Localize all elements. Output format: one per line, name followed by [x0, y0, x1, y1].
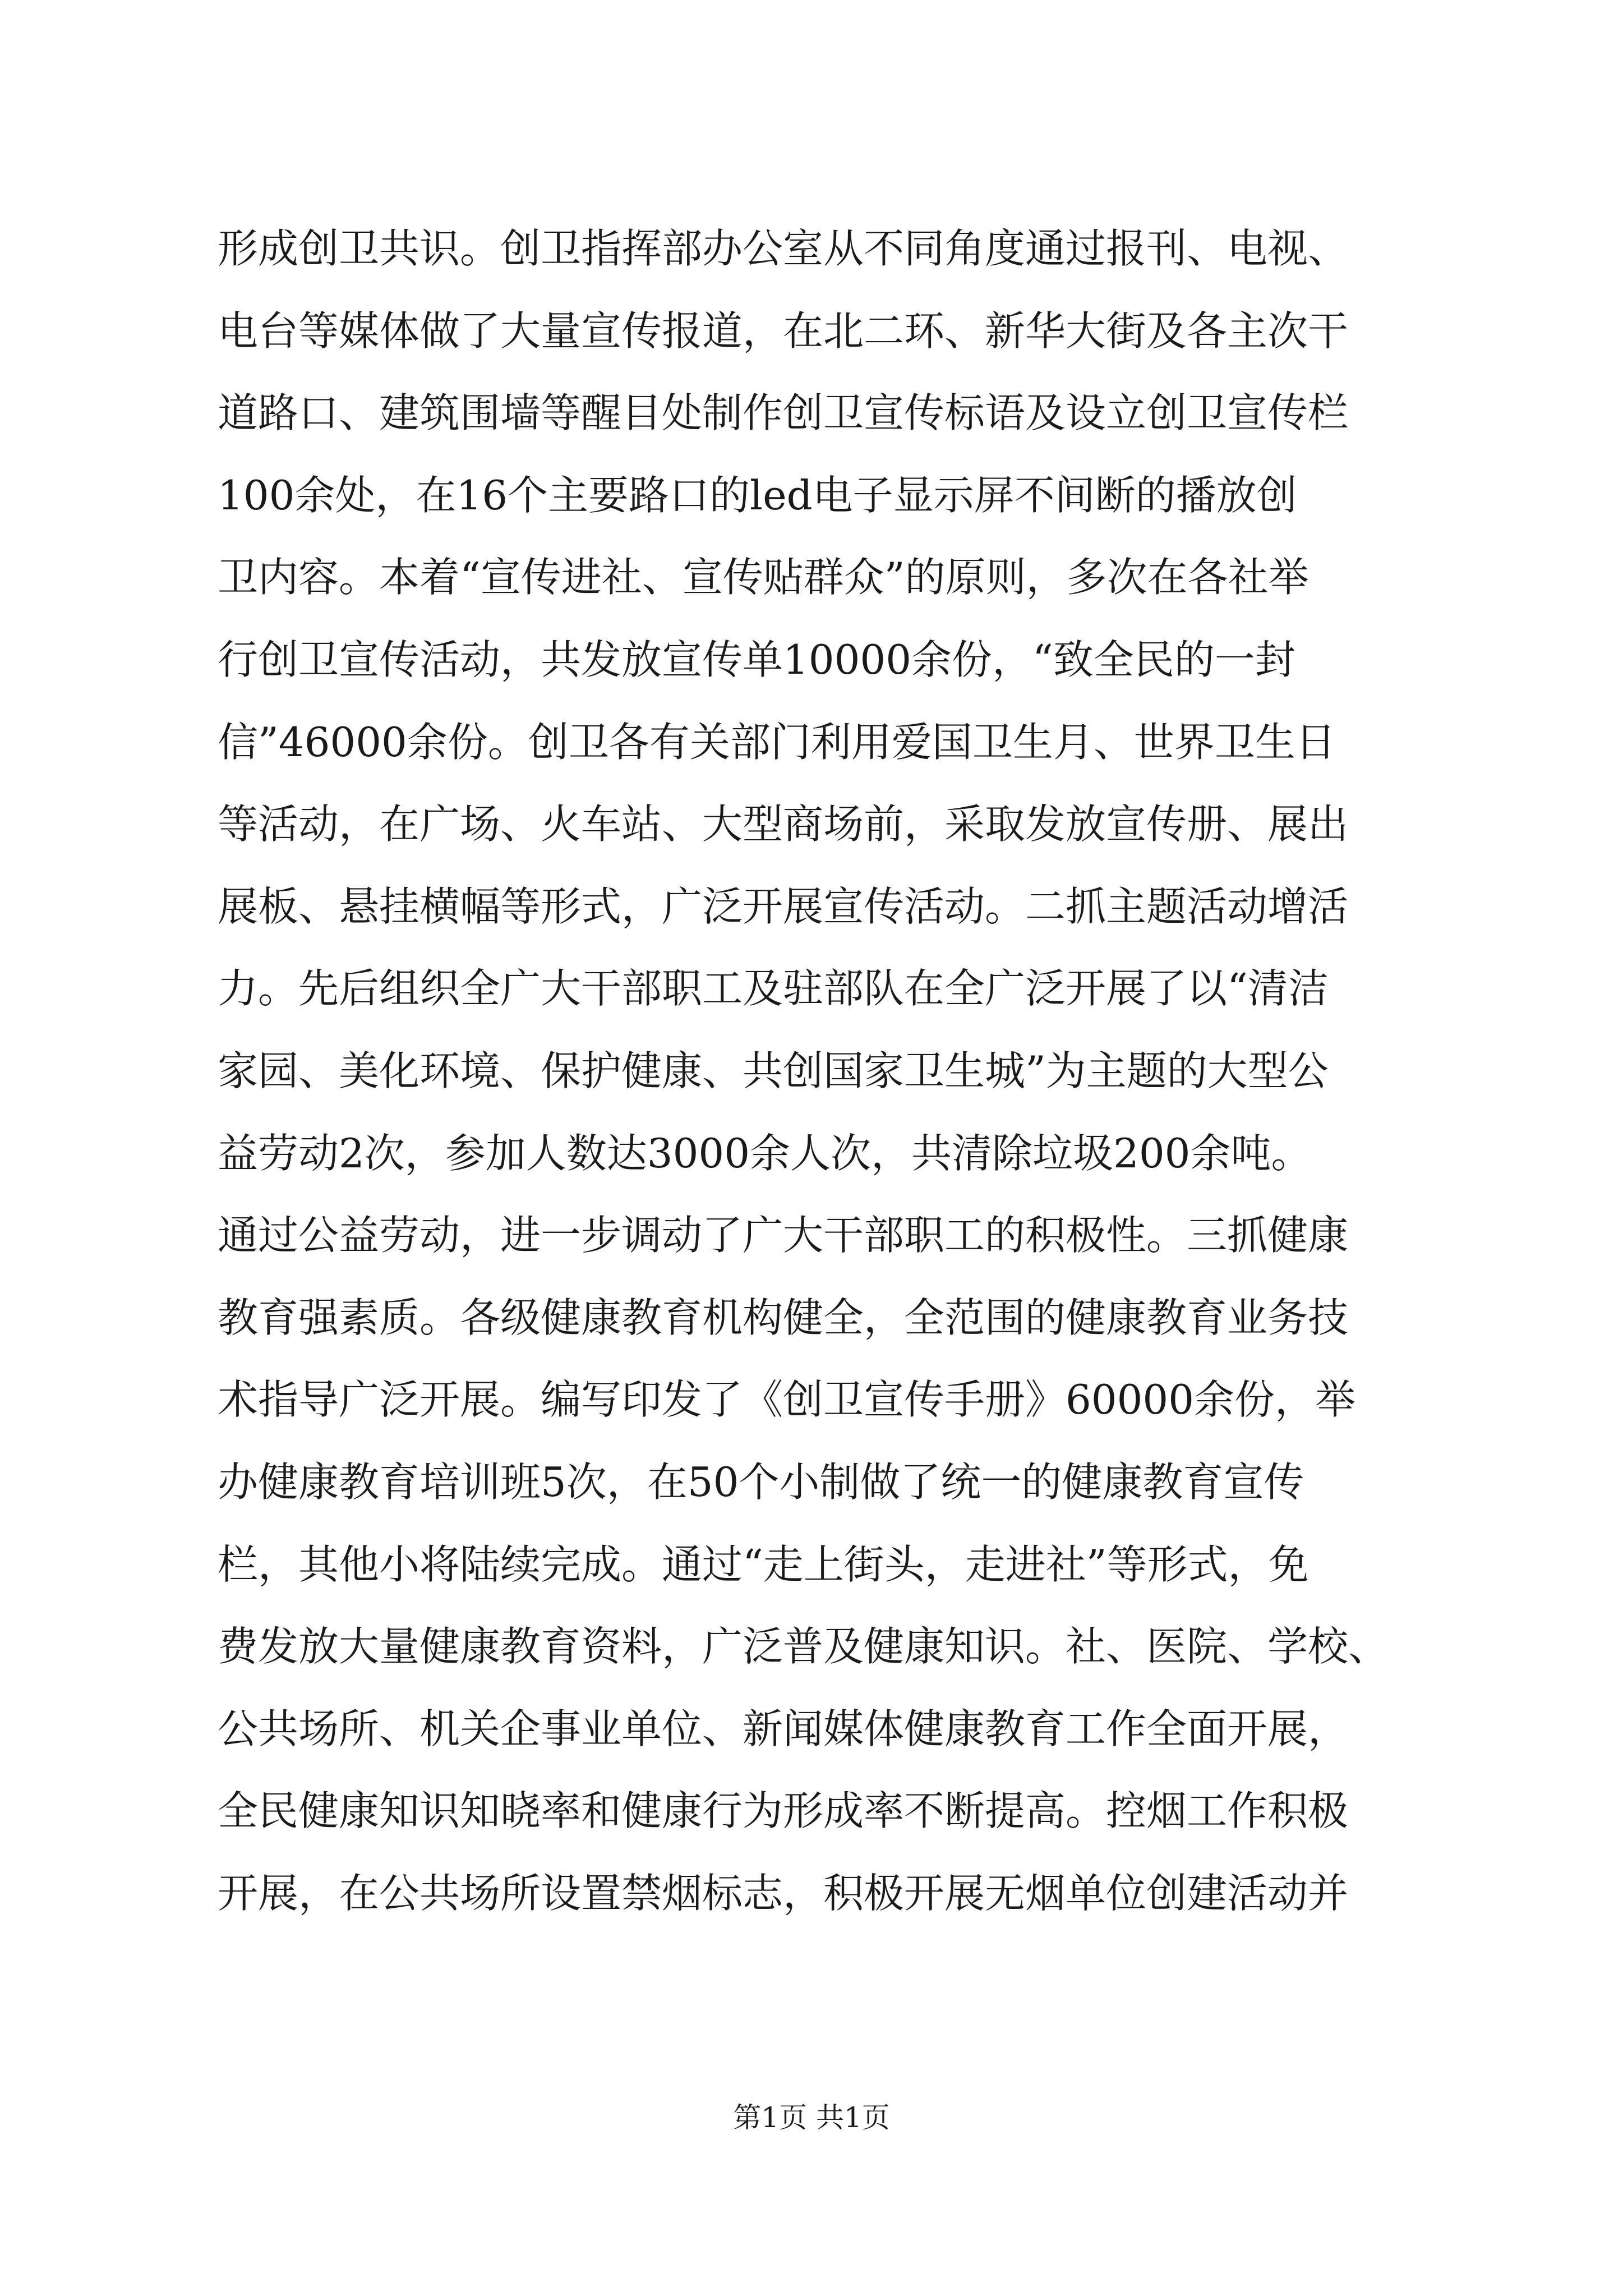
text-line: 道路口、建筑围墙等醒目处制作创卫宣传标语及设立创卫宣传栏 — [218, 389, 1349, 437]
text-line: 等活动，在广场、火车站、大型商场前，采取发放宣传册、展出 — [218, 800, 1349, 848]
text-line: 100余处，在16个主要路口的led电子显示屏不间断的播放创 — [218, 471, 1297, 519]
text-line: 公共场所、机关企事业单位、新闻媒体健康教育工作全面开展， — [218, 1705, 1349, 1752]
page-footer: 第1页 共1页 — [733, 2101, 890, 2134]
text-line: 教育强素质。各级健康教育机构健全，全范围的健康教育业务技 — [218, 1294, 1349, 1341]
text-line: 全民健康知识知晓率和健康行为形成率不断提高。控烟工作积极 — [218, 1787, 1349, 1835]
body-text — [218, 208, 1412, 1934]
text-line: 益劳动2次，参加人数达3000余人次，共清除垃圾200余吨。 — [218, 1129, 1312, 1177]
text-line: 开展，在公共场所设置禁烟标志，积极开展无烟单位创建活动并 — [218, 1869, 1349, 1917]
text-line: 电台等媒体做了大量宣传报道，在北二环、新华大街及各主次干 — [218, 307, 1349, 355]
text-line: 卫内容。本着“宣传进社、宣传贴群众”的原则，多次在各社举 — [218, 554, 1309, 601]
text-line: 行创卫宣传活动，共发放宣传单10000余份，“致全民的一封 — [218, 636, 1295, 683]
text-line: 费发放大量健康教育资料，广泛普及健康知识。社、医院、学校、 — [218, 1623, 1389, 1671]
text-line: 家园、美化环境、保护健康、共创国家卫生城”为主题的大型公 — [218, 1047, 1329, 1094]
text-line: 术指导广泛开展。编写印发了《创卫宣传手册》60000余份，举 — [218, 1376, 1356, 1424]
text-line: 展板、悬挂横幅等形式，广泛开展宣传活动。二抓主题活动增活 — [218, 882, 1349, 930]
text-line: 办健康教育培训班5次，在50个小制做了统一的健康教育宣传 — [218, 1458, 1304, 1506]
text-line: 栏，其他小将陆续完成。通过“走上街头，走进社”等形式，免 — [218, 1540, 1309, 1588]
text-line: 信”46000余份。创卫各有关部门利用爱国卫生月、世界卫生日 — [218, 718, 1336, 766]
text-line: 通过公益劳动，进一步调动了广大干部职工的积极性。三抓健康 — [218, 1212, 1349, 1259]
text-line: 形成创卫共识。创卫指挥部办公室从不同角度通过报刊、电视、 — [218, 225, 1349, 272]
text-line: 力。先后组织全广大干部职工及驻部队在全广泛开展了以“清洁 — [218, 965, 1329, 1013]
